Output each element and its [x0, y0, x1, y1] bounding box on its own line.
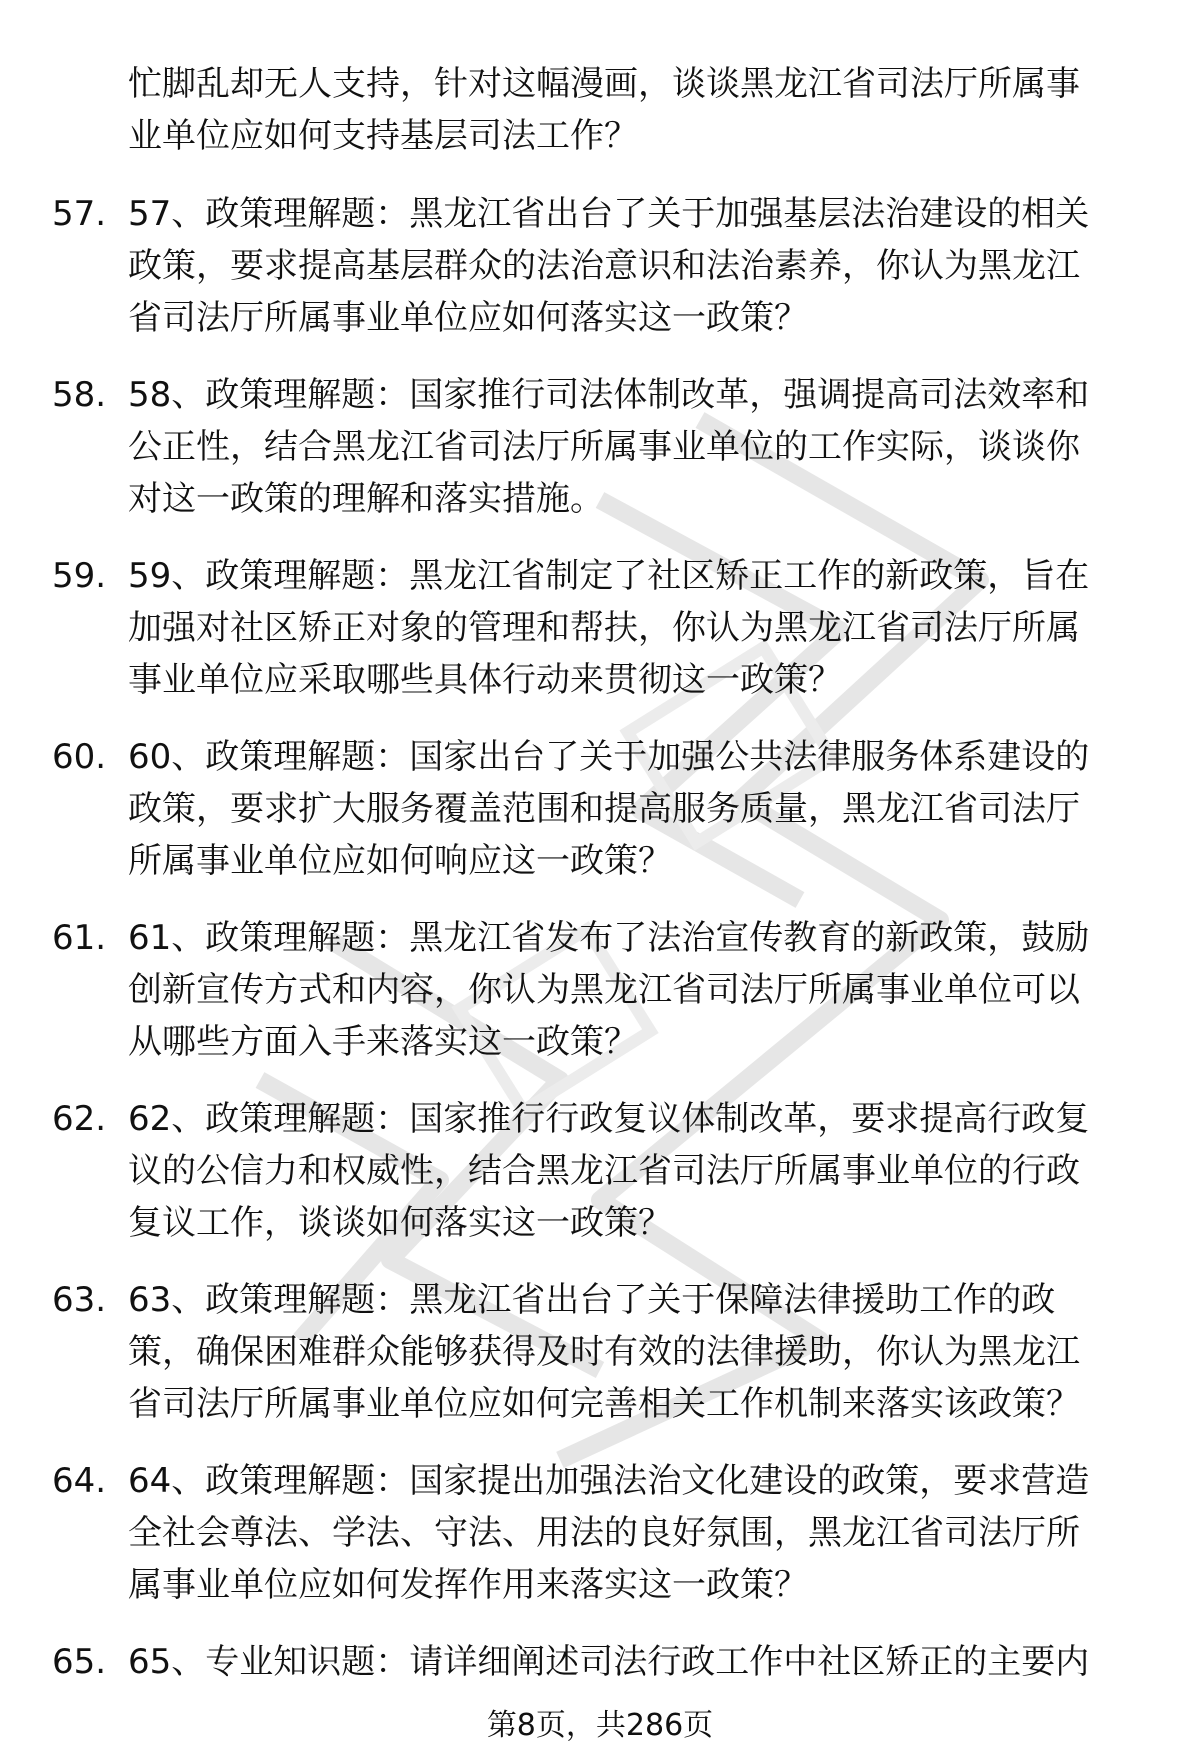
item-text: 57、政策理解题：黑龙江省出台了关于加强基层法治建设的相关 政策，要求提高基层群众的法治意识和法治素养，你认为黑龙江 省司法厅所属事业单位应如何落实这一政策？	[128, 194, 1090, 338]
list-item	[0, 1455, 1200, 1636]
item-text: 62、政策理解题：国家推行行政复议体制改革，要求提高行政复 议的公信力和权威性，结合黑龙江省司法厅所属事业单位的行政 复议工作，谈谈如何落实这一政策？	[128, 1099, 1090, 1243]
item-text: 64、政策理解题：国家提出加强法治文化建设的政策，要求营造 全社会尊法、学法、守法、用法的良好氛围，黑龙江省司法厅所 属事业单位应如何发挥作用来落实这一政策？	[128, 1461, 1090, 1605]
item-number: 64.	[52, 1461, 107, 1501]
item-text: 58、政策理解题：国家推行司法体制改革，强调提高司法效率和 公正性，结合黑龙江省司法厅所属事业单位的工作实际，谈谈你 对这一政策的理解和落实措施。	[128, 375, 1090, 519]
item-text: 60、政策理解题：国家出台了关于加强公共法律服务体系建设的 政策，要求扩大服务覆盖范围和提高服务质量，黑龙江省司法厅 所属事业单位应如何响应这一政策？	[128, 737, 1090, 881]
item-number: 59.	[52, 556, 107, 596]
item-number: 60.	[52, 737, 107, 777]
list-item	[0, 550, 1200, 731]
list-item	[0, 369, 1200, 550]
page-number-footer: 第8页，共286页	[486, 1708, 714, 1743]
item-number: 65.	[52, 1642, 107, 1682]
list-item	[0, 1093, 1200, 1274]
item-number: 62.	[52, 1099, 107, 1139]
list-item	[0, 731, 1200, 912]
item-text: 61、政策理解题：黑龙江省发布了法治宣传教育的新政策，鼓励 创新宣传方式和内容，你认为黑龙江省司法厅所属事业单位可以 从哪些方面入手来落实这一政策？	[128, 918, 1090, 1062]
item-text: 63、政策理解题：黑龙江省出台了关于保障法律援助工作的政 策，确保困难群众能够获得及时有效的法律援助，你认为黑龙江 省司法厅所属事业单位应如何完善相关工作机制来落实该政策？	[128, 1280, 1080, 1424]
list-item	[0, 188, 1200, 369]
item-text: 65、专业知识题：请详细阐述司法行政工作中社区矫正的主要内	[128, 1642, 1090, 1682]
item-number: 63.	[52, 1280, 107, 1320]
item-number: 58.	[52, 375, 107, 415]
list-item	[0, 912, 1200, 1093]
intro-continuation-text: 忙脚乱却无人支持，针对这幅漫画，谈谈黑龙江省司法厅所属事 业单位应如何支持基层司法工作？	[128, 64, 1080, 156]
item-text: 59、政策理解题：黑龙江省制定了社区矫正工作的新政策，旨在 加强对社区矫正对象的管理和帮扶，你认为黑龙江省司法厅所属 事业单位应采取哪些具体行动来贯彻这一政策？	[128, 556, 1090, 700]
item-number: 57.	[52, 194, 107, 234]
question-list	[0, 188, 1200, 1755]
item-number: 61.	[52, 918, 107, 958]
list-item	[0, 1274, 1200, 1455]
